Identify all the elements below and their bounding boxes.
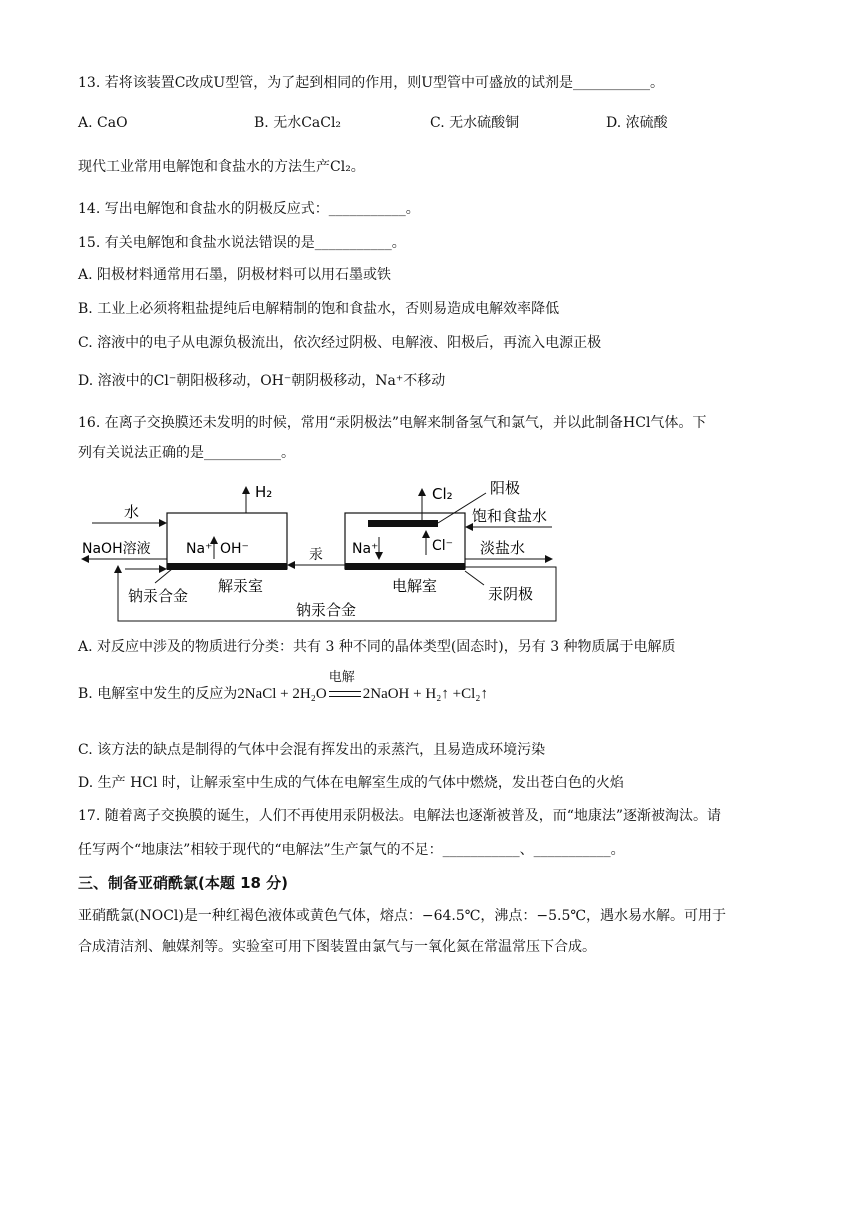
- na-hg-alloy-label-1: 钠汞合金: [128, 587, 189, 605]
- anode-plate: [368, 520, 438, 527]
- q13-option-d: D. 浓硫酸: [606, 115, 668, 131]
- q16-equation-right: 2NaOH + H₂↑ +Cl₂↑: [362, 686, 489, 702]
- q15-option-b: B. 工业上必须将粗盐提纯后电解精制的饱和食盐水，否则易造成电解效率降低: [78, 301, 560, 317]
- q16-equation-condition: 电解: [328, 670, 355, 685]
- electro-na-ion: Na⁺: [352, 541, 379, 557]
- question-14: 14. 写出电解饱和食盐水的阴极反应式：___________。: [78, 201, 420, 217]
- q16-option-b-prefix: B. 电解室中发生的反应为: [78, 686, 238, 702]
- q16-option-a: A. 对反应中涉及的物质进行分类：共有 3 种不同的晶体类型(固态时)，另有 3 种物质属于电解质: [78, 639, 676, 655]
- q16-equation-left: 2NaCl + 2H₂O: [237, 686, 327, 702]
- naoh-label: NaOH溶液: [82, 541, 151, 557]
- mercury-label: 汞: [309, 547, 323, 563]
- cl2-label: Cl₂: [432, 485, 453, 503]
- section-3-title: 三、制备亚硝酰氯(本题 18 分): [78, 874, 289, 892]
- decomp-oh-ion: OH⁻: [220, 541, 249, 557]
- q13-option-b: B. 无水CaCl₂: [254, 115, 342, 131]
- dilute-brine-label: 淡盐水: [480, 539, 526, 557]
- section-3-text-line2: 合成清洁剂、触媒剂等。实验室可用下图装置由氯气与一氧化氮在常温常压下合成。: [78, 939, 596, 955]
- intro-cl2: 现代工业常用电解饱和食盐水的方法生产Cl₂。: [78, 159, 365, 175]
- q16-option-d: D. 生产 HCl 时，让解汞室中生成的气体在电解室生成的气体中燃烧，发出苍白色的火焰: [78, 775, 624, 791]
- decomp-room-label: 解汞室: [218, 577, 264, 595]
- anode-label: 阳极: [490, 479, 521, 497]
- q16-equation-arrow: [327, 670, 363, 704]
- q16-equals-double-line: [329, 691, 361, 697]
- q13-option-c: C. 无水硫酸铜: [430, 115, 520, 131]
- q13-option-a: A. CaO: [78, 115, 128, 131]
- h2-label: H₂: [255, 483, 273, 501]
- question-16-line1: 16. 在离子交换膜还未发明的时候，常用“汞阴极法”电解来制备氢气和氯气，并以此制备HCl气体。下: [78, 415, 707, 431]
- q16-option-c: C. 该方法的缺点是制得的气体中会混有挥发出的汞蒸汽，且易造成环境污染: [78, 742, 546, 758]
- water-label: 水: [124, 503, 140, 521]
- hg-cathode-pointer: [465, 571, 484, 585]
- decomposition-bottom-plate: [167, 563, 287, 570]
- electro-cl-ion: Cl⁻: [432, 538, 454, 554]
- q15-option-c: C. 溶液中的电子从电源负极流出，依次经过阴极、电解液、阳极后，再流入电源正极: [78, 335, 602, 351]
- na-hg-alloy-label-2: 钠汞合金: [296, 601, 357, 619]
- electrolysis-room-label: 电解室: [392, 577, 438, 595]
- mercury-cathode-diagram: [0, 475, 860, 625]
- question-17-line1: 17. 随着离子交换膜的诞生，人们不再使用汞阴极法。电解法也逐渐被普及，而“地康法”逐渐被淘汰。请: [78, 808, 722, 824]
- hg-cathode-label: 汞阴极: [488, 585, 534, 603]
- question-16-line2: 列有关说法正确的是___________。: [78, 445, 295, 461]
- decomp-na-ion: Na⁺: [186, 541, 213, 557]
- question-13: 13. 若将该装置C改成U型管，为了起到相同的作用，则U型管中可盛放的试剂是___________。: [78, 75, 665, 91]
- q15-option-a: A. 阳极材料通常用石墨，阴极材料可以用石墨或铁: [78, 267, 392, 283]
- q16-option-b: [78, 670, 489, 704]
- alloy-pointer-1: [155, 569, 172, 583]
- mercury-cathode-plate: [345, 563, 465, 570]
- brine-label: 饱和食盐水: [472, 507, 548, 525]
- q15-option-d: D. 溶液中的Cl⁻朝阳极移动，OH⁻朝阴极移动，Na⁺不移动: [78, 373, 446, 389]
- question-17-line2: 任写两个“地康法”相较于现代的“电解法”生产氯气的不足：___________、___________。: [78, 842, 625, 858]
- question-15: 15. 有关电解饱和食盐水说法错误的是___________。: [78, 235, 406, 251]
- section-3-text-line1: 亚硝酰氯(NOCl)是一种红褐色液体或黄色气体，熔点：−64.5℃，沸点：−5.5℃，遇水易水解。可用于: [78, 908, 727, 924]
